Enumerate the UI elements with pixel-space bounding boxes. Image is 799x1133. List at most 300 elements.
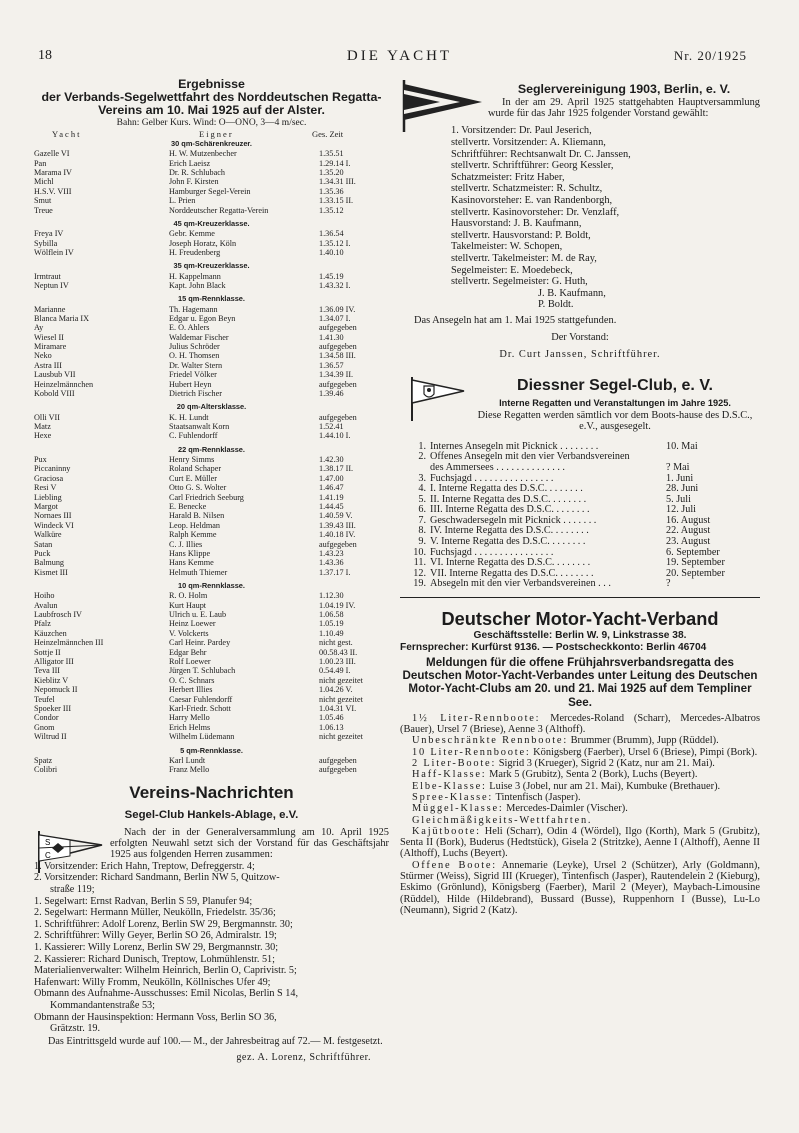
table-row [34, 351, 389, 360]
owner-name: Hamburger Segel-Verein [169, 186, 251, 196]
svg-text:S: S [45, 837, 51, 847]
board-member-line: stellvertr. Schriftführer: Georg Kessler, [451, 160, 614, 172]
class-heading: 20 qm-Altersklasse. [176, 402, 247, 412]
table-row [34, 676, 389, 685]
entry-paragraph [400, 826, 760, 860]
event-name: Fuchsjagd . . . . . . . . . . . . . . . . [430, 472, 554, 484]
owner-name: Erich Laeisz [169, 158, 211, 168]
yacht-name: Spoeker III [34, 703, 72, 713]
class-heading: 10 qm-Rennklasse. [178, 581, 245, 591]
table-row [34, 568, 389, 577]
race-time: 1.34.39 II. [319, 370, 354, 380]
event-date: 20. September [666, 567, 725, 579]
race-time: 1.52.41 [319, 422, 344, 431]
dmyv-headline: Meldungen für die offene Frühjahrsverbandsregatta des Deutschen Motor-Yacht-Verbandes unter Leitung des Deutschen Motor-Yacht-Clubs am 20. und 21. Mai 1925 auf dem Templiner See. [402, 656, 758, 709]
event-name: VII. Interne Regatta des D.S.C. . . . . . . . [430, 567, 594, 579]
table-row [34, 413, 389, 422]
owner-name: Carl Friedrich Seeburg [169, 492, 244, 502]
yacht-name: Avalun [34, 600, 58, 610]
table-row [34, 619, 389, 628]
race-time: 1.44.45 [319, 501, 344, 511]
entry-text: Luise 3 (Jobel, nur am 21. Mai), Kumbuke (Brethauer). [486, 780, 721, 792]
yacht-name: Teufel [34, 694, 55, 704]
owner-name: Roland Schaper [169, 464, 222, 474]
race-time: 1.44.10 I. [319, 431, 351, 441]
event-date: 19. September [666, 557, 725, 569]
yacht-name: Heinzelmännchen III [34, 638, 104, 648]
owner-name: Gebr. Kemme [169, 229, 215, 239]
event-number: 6. [418, 504, 426, 516]
owner-name: Franz Mello [169, 765, 210, 775]
yacht-name: Sybilla [34, 238, 58, 248]
results-title-line: Vereins am 10. Mai 1925 auf der Alster. [98, 103, 325, 117]
issue-number: Nr. 20/1925 [673, 48, 747, 63]
race-time: 1.06.13 [319, 722, 344, 732]
owner-name: R. O. Holm [169, 591, 208, 601]
race-time: 1.45.19 [319, 271, 344, 281]
burgee-icon [400, 80, 484, 132]
owner-name: H. Kappelmann [169, 271, 221, 281]
yacht-name: Treue [34, 205, 53, 215]
yacht-name: Ay [34, 323, 44, 333]
table-row [34, 206, 389, 215]
yacht-name: Graciosa [34, 473, 64, 483]
table-row [34, 521, 389, 530]
event-number: 8. [418, 525, 426, 537]
event-date: 10. Mai [666, 440, 698, 452]
board-member-line: Schatzmeister: Fritz Haber, [451, 171, 565, 183]
race-time: 1.35.12 [319, 205, 344, 215]
yacht-name: Gnom [34, 722, 55, 732]
col-header-yacht: Yacht [52, 129, 82, 139]
owner-name: E. Benecke [169, 501, 207, 511]
owner-name: Edgar Behr [169, 647, 207, 657]
board-member-line: 1. Vorsitzender: Dr. Paul Jeserich, [451, 125, 592, 137]
table-row [34, 464, 389, 473]
event-name: Absegeln mit den vier Verbandsvereinen . . . [430, 578, 611, 590]
race-time: 1.37.17 I. [319, 567, 351, 577]
owner-name: H. Freudenberg [169, 247, 221, 257]
race-time: aufgegeben [319, 755, 357, 765]
table-row [34, 732, 389, 741]
club-intro-block [34, 827, 389, 860]
board-member-line: 1. Segelwart: Ernst Radvan, Berlin S 59, Planufer 94; [34, 895, 253, 907]
owner-name: Rolf Loewer [169, 657, 211, 666]
race-time: nicht gest. [319, 638, 353, 648]
yacht-name: Wiltrud II [34, 732, 67, 742]
owner-name: Harry Mello [169, 713, 210, 723]
owner-name: Hubert Heyn [169, 379, 212, 389]
yacht-name: Condor [34, 713, 59, 723]
board-member-line: 2. Schriftführer: Willy Geyer, Berlin SO 26, Admiralstr. 19; [34, 930, 277, 942]
owner-name: E. O. Ahlers [169, 323, 210, 333]
entry-text: Annemarie (Leyke), Ursel 2 (Schützer), Arly (Goldmann), Stürmer (Weiss), Sigrid III (Krueger), Tintenfisch (Jasper), Rautendelein 2 (Kieburg), Eskimo (Grönlund), Königsberg (Faerber), Maril 2 (Meyer), Maybach-Limousine (Rüddel), Hilde (Hildebrand), Bussard (Busse), Ruppenhorn I (Busse), Lu-Lo (Neumann), Sigrid 2 (Katz). [400, 859, 760, 916]
owner-name: Ulrich u. E. Laub [169, 610, 227, 620]
table-row [34, 474, 389, 483]
event-number: 7. [418, 514, 426, 526]
dmyv-title: Deutscher Motor-Yacht-Verband [441, 609, 719, 630]
board-member-line: Hausvorstand: J. B. Kaufmann, [451, 218, 582, 230]
diessner-title: Diessner Segel-Club, e. V. [517, 376, 713, 394]
race-time: 1.12.30 [319, 591, 344, 601]
class-heading: 5 qm-Rennklasse. [180, 745, 243, 755]
table-row [34, 638, 389, 647]
table-row [34, 756, 389, 765]
results-title-line: Ergebnisse [178, 77, 245, 91]
event-schedule [400, 442, 760, 590]
owner-name: V. Volckerts [169, 628, 209, 638]
board-member-line: 2. Kassierer: Richard Dunisch, Treptow, Lohmühlenstr. 51; [34, 953, 275, 965]
event-number: 10. [413, 546, 426, 558]
class-heading: 22 qm-Rennklasse. [178, 444, 245, 454]
race-time: 1.36.57 [319, 360, 344, 370]
dmyv-entry-list [400, 713, 760, 916]
board-member-line: straße 119; [50, 883, 95, 895]
yacht-name: Nornaes III [34, 511, 72, 521]
table-row [34, 648, 389, 657]
entry-paragraph [400, 747, 760, 758]
diessner-intro: Diese Regatten werden sämtlich vor dem Boots-hause des D.S.C., e.V., ausgesegelt. [477, 409, 753, 433]
results-column-headers [34, 129, 389, 139]
race-time: 1.05.19 [319, 619, 344, 629]
board-member-line: J. B. Kaufmann, [538, 287, 606, 299]
class-heading: 30 qm-Schärenkreuzer. [171, 139, 252, 148]
yacht-name: Sottje II [34, 647, 61, 657]
race-time: 1.40.59 V. [319, 511, 353, 521]
race-time: 1.34.31 III. [319, 177, 356, 187]
boat-class-label: Offene Boote: [412, 859, 497, 871]
owner-name: Ralph Kemme [169, 530, 217, 540]
entry-paragraph [400, 758, 760, 769]
fee-note: Das Eintrittsgeld wurde auf 100.— M., der Jahresbeitrag auf 72.— M. festgesetzt. [48, 1035, 383, 1047]
board-member-line: Grätzstr. 19. [50, 1023, 101, 1035]
race-time: 1.35.20 [319, 167, 344, 177]
event-name: V. Interne Regatta des D.S.C. . . . . . . . [430, 536, 586, 548]
event-date: ? [666, 578, 671, 590]
owner-name: Kapt. John Black [169, 280, 226, 290]
entry-text: Mercedes-Roland (Scharr), Mercedes-Albatros (Bauer), Ursel 7 (Briese), Aenne 3 (Althoff). [400, 712, 760, 736]
yacht-name: Wölflein IV [34, 247, 74, 257]
owner-name: Herbert Illies [169, 685, 213, 695]
right-column [400, 78, 760, 916]
board-member-list [34, 861, 389, 1035]
yacht-name: Walküre [34, 530, 62, 540]
race-time: 1.29.14 I. [319, 158, 351, 168]
event-date: 23. August [666, 536, 711, 548]
table-row [34, 455, 389, 464]
vereins-nachrichten-title: Vereins-Nachrichten [129, 782, 294, 802]
entry-text: Königsberg (Faerber), Ursel 6 (Briese), Pimpi (Bork). [530, 746, 758, 758]
seglerverein-title: Seglervereinigung 1903, Berlin, e. V. [517, 82, 731, 96]
board-member-line: 1. Kassierer: Willy Lorenz, Berlin SW 29, Bergmannstr. 30; [34, 941, 279, 953]
race-time: 00.58.43 II. [319, 647, 358, 657]
yacht-name: Marianne [34, 304, 66, 314]
yacht-name: Margot [34, 501, 58, 511]
yacht-name: Matz [34, 422, 51, 431]
page-number: 18 [38, 48, 52, 63]
yacht-name: Michl [34, 177, 54, 187]
table-row [34, 389, 389, 398]
race-time: 1.43.36 [319, 558, 344, 568]
table-row [34, 502, 389, 511]
owner-name: Henry Simms [169, 454, 215, 464]
table-row [34, 549, 389, 558]
race-time: 1.06.58 [319, 610, 344, 620]
owner-name: Edgar u. Egon Beyn [169, 313, 236, 323]
yacht-name: Laubfrosch IV [34, 610, 82, 620]
event-name: Geschwadersegeln mit Picknick . . . . . . . [430, 514, 597, 526]
table-row [34, 305, 389, 314]
owner-name: Carl Heinr. Pardey [169, 638, 231, 648]
event-name: Offenes Ansegeln mit den vier Verbandsvereinen [430, 451, 630, 463]
table-row [34, 370, 389, 379]
owner-name: O. H. Thomsen [169, 351, 220, 361]
yacht-name: Marama IV [34, 167, 72, 177]
table-row [34, 666, 389, 675]
list-item [400, 463, 760, 474]
dmyv-office: Geschäftsstelle: Berlin W. 9, Linkstrasse 38. [473, 630, 687, 642]
race-time: 1.36.54 [319, 229, 344, 239]
board-member-line: 2. Segelwart: Hermann Müller, Neukölln, Friedelstr. 35/36; [34, 907, 276, 919]
left-column [34, 78, 389, 1063]
board-member-line: Schriftführer: Rechtsanwalt Dr. C. Janssen, [451, 148, 631, 160]
table-row [34, 177, 389, 186]
board-member-line: Segelmeister: E. Moedebeck, [451, 264, 573, 276]
yacht-name: H.S.V. VIII [34, 186, 72, 196]
board-member-line: Obmann des Aufnahme-Ausschusses: Emil Nicolas, Berlin S 14, [34, 988, 298, 1000]
yacht-name: Olli VII [34, 412, 61, 422]
ansegeln-note: Das Ansegeln hat am 1. Mai 1925 stattgefunden. [414, 314, 617, 326]
board-member-line: stellvertr. Takelmeister: M. de Ray, [451, 252, 597, 264]
race-time: 1.39.43 III. [319, 520, 356, 530]
owner-name: Curt E. Müller [169, 473, 217, 483]
owner-name: Harald B. Nilsen [169, 511, 225, 521]
yacht-name: Nepomuck II [34, 685, 78, 695]
table-row [34, 657, 389, 666]
yacht-name: Miramare [34, 342, 67, 352]
board-member-line: Materialienverwalter: Wilhelm Heinrich, Berlin O, Caprivistr. 5; [34, 965, 297, 977]
race-time: 1.04.19 IV. [319, 600, 356, 610]
entry-text: Heli (Scharr), Odin 4 (Wördel), Ilgo (Korth), Mark 5 (Grubitz), Senta II (Bork), Buderus (Hedtstück), Gisela 2 (Stritzke), Aenne I (Althoff), Aenne II (Althoff), Luchs (Beyert). [400, 825, 760, 860]
table-row [34, 239, 389, 248]
owner-name: Th. Hagemann [169, 304, 218, 314]
owner-name: Wilhelm Lüdemann [169, 732, 235, 742]
event-name: II. Interne Regatta des D.S.C. . . . . . . . [430, 493, 587, 505]
race-time: 1.04.26 V. [319, 685, 353, 695]
event-date: ? Mai [666, 461, 690, 473]
race-time: 1.40.10 [319, 247, 344, 257]
owner-name: L. Prien [169, 196, 196, 206]
race-time: 1.35.12 I. [319, 238, 351, 248]
owner-name: Hans Kemme [169, 558, 214, 568]
race-time: 1.47.00 [319, 473, 344, 483]
seglerverein-section [400, 82, 760, 361]
board-member-line: stellvertr. Segelmeister: G. Huth, [451, 276, 588, 288]
race-time: 1.00.23 III. [319, 657, 356, 666]
table-row [34, 229, 389, 238]
page-header [0, 48, 799, 68]
owner-name: John F. Kirsten [169, 177, 219, 187]
svg-text:C: C [45, 850, 51, 860]
race-time: 1.39.46 [319, 389, 344, 399]
board-member-line: 1. Schriftführer: Adolf Lorenz, Berlin SW 29, Bergmannstr. 30; [34, 918, 293, 930]
event-name: I. Interne Regatta des D.S.C. . . . . . . . [430, 483, 583, 495]
table-row [34, 168, 389, 177]
yacht-name: Heinzelmännchen [34, 379, 94, 389]
entry-paragraph [400, 815, 760, 826]
yacht-name: Kieblitz V [34, 675, 69, 685]
race-time: nicht gezeitet [319, 732, 363, 742]
owner-name: Heinz Loewer [169, 619, 216, 629]
event-number: 19. [413, 578, 426, 590]
table-row [34, 196, 389, 205]
board-member-line: stellvertr. Schatzmeister: R. Schultz, [451, 183, 603, 195]
col-header-time: Ges. Zeit [312, 129, 344, 139]
owner-name: Karl-Friedr. Schott [169, 703, 231, 713]
race-time: aufgegeben [319, 342, 357, 352]
table-row [34, 323, 389, 332]
table-row [34, 511, 389, 520]
event-number: 1. [418, 440, 426, 452]
owner-name: Julius Schröder [169, 342, 220, 352]
results-table [34, 139, 389, 775]
event-name: III. Interne Regatta des D.S.C. . . . . . . . [430, 504, 590, 516]
boat-class-label: Elbe-Klasse: [412, 780, 487, 792]
race-time: 1.34.07 I. [319, 313, 351, 323]
yacht-name: Neko [34, 351, 52, 361]
race-time: 1.40.18 IV. [319, 530, 356, 540]
journal-title: DIE YACHT [346, 48, 453, 64]
table-row [34, 422, 389, 431]
event-date: 22. August [666, 525, 711, 537]
table-row [34, 540, 389, 549]
race-time: 1.41.30 [319, 332, 344, 342]
race-time: 1.33.15 II. [319, 196, 354, 206]
table-row [34, 601, 389, 610]
race-time: 1.46.47 [319, 483, 344, 493]
yacht-name: Irmtraut [34, 271, 61, 281]
yacht-name: Puck [34, 548, 51, 558]
results-title-line: der Verbands-Segelwettfahrt des Norddeutschen Regatta- [41, 90, 382, 104]
entry-text: Mark 5 (Grubitz), Senta 2 (Bork), Luchs (Beyert). [486, 769, 698, 781]
board-member-line: 1. Vorsitzender: Erich Hahn, Treptow, Defreggerstr. 4; [34, 860, 255, 872]
col-header-owner: Eigner [199, 129, 234, 139]
seglerverein-intro: In der am 29. April 1925 stattgehabten Hauptversammlung wurde für das Jahr 1925 folgender Vorstand gewählt: [488, 97, 760, 120]
table-row [34, 493, 389, 502]
race-time: 1.35.51 [319, 149, 344, 159]
event-name: IV. Interne Regatta des D.S.C. . . . . . . . [430, 525, 589, 537]
event-number: 2. [418, 451, 426, 463]
table-row [34, 314, 389, 323]
owner-name: O. C. Schnars [169, 675, 215, 685]
yacht-name: Teva III [34, 666, 61, 676]
yacht-name: Kismet III [34, 567, 68, 577]
race-time: aufgegeben [319, 412, 357, 422]
yacht-name: Windeck VI [34, 520, 74, 530]
yacht-name: Resi V [34, 483, 57, 493]
entry-paragraph [400, 803, 760, 814]
list-item [400, 579, 760, 590]
event-number: 3. [418, 472, 426, 484]
yacht-name: Satan [34, 539, 53, 549]
event-name: Fuchsjagd . . . . . . . . . . . . . . . . [430, 546, 554, 558]
yacht-name: Spatz [34, 755, 53, 765]
owner-name: Hans Klippe [169, 548, 211, 558]
boat-class-label: 1½ Liter-Rennboote: [412, 712, 541, 724]
yacht-name: Freya IV [34, 229, 64, 239]
race-time: aufgegeben [319, 323, 357, 333]
race-time: 1.43.23 [319, 548, 344, 558]
yacht-name: Wiesel II [34, 332, 64, 342]
table-row [34, 723, 389, 732]
owner-name: Staatsanwalt Korn [169, 422, 230, 431]
race-time: 1.41.19 [319, 492, 344, 502]
board-member-line: P. Boldt. [538, 299, 574, 311]
owner-name: Leop. Heldman [169, 520, 220, 530]
owner-name: Kurt Haupt [169, 600, 207, 610]
race-time: aufgegeben [319, 765, 357, 775]
table-row [34, 248, 389, 257]
owner-name: Joseph Horatz, Köln [169, 238, 237, 248]
board-member-line: stellvertr. Hausvorstand: P. Boldt, [451, 229, 591, 241]
entry-text: Brummer (Brumm), Jupp (Rüddel). [568, 735, 719, 747]
event-number: 9. [418, 536, 426, 548]
event-date: 6. September [666, 546, 720, 558]
owner-name: Norddeutscher Regatta-Verein [169, 205, 269, 215]
yacht-name: Smut [34, 196, 52, 206]
owner-name: C. J. Illies [169, 539, 203, 549]
yacht-name: Blanca Maria IX [34, 313, 90, 323]
section-divider [400, 597, 760, 598]
owner-name: H. W. Mutzenbecher [169, 149, 237, 159]
yacht-name: Hoiho [34, 591, 55, 601]
entry-text: Mercedes-Daimler (Vischer). [503, 803, 628, 815]
table-row [34, 530, 389, 539]
event-number: 4. [418, 483, 426, 495]
yacht-name: Gazelle VI [34, 149, 70, 159]
entry-paragraph [400, 792, 760, 803]
entry-paragraph [400, 781, 760, 792]
board-member-line: 2. Vorsitzender: Richard Sandmann, Berlin NW 5, Quitzow- [34, 872, 280, 884]
results-title [34, 78, 389, 117]
race-time: aufgegeben [319, 539, 357, 549]
dmyv-phone: Fernsprecher: Kurfürst 9136. — Postscheckkonto: Berlin 46704 [400, 642, 707, 654]
event-date: 28. Juni [666, 483, 699, 495]
club-burgee-icon [36, 831, 104, 873]
boat-class-label: Haff-Klasse: [412, 769, 487, 781]
seglerverein-board-list [400, 125, 760, 311]
yacht-name: Käuzchen [34, 628, 67, 638]
yacht-name: Kobold VIII [34, 389, 75, 399]
table-row [34, 187, 389, 196]
class-heading: 35 qm-Kreuzerklasse. [173, 261, 250, 271]
boat-class-label: Spree-Klasse: [412, 791, 494, 803]
event-number: 5. [418, 493, 426, 505]
race-time: 1.42.30 [319, 454, 344, 464]
table-row [34, 629, 389, 638]
board-member-line: Takelmeister: W. Schopen, [451, 241, 563, 253]
owner-name: Jürgen T. Schlubach [169, 666, 236, 676]
entry-paragraph [400, 860, 760, 916]
yacht-name: Hexe [34, 431, 52, 441]
owner-name: Caesar Fuhlendorff [169, 694, 233, 704]
owner-name: C. Fuhlendorff [169, 431, 218, 441]
yacht-name: Pan [34, 158, 47, 168]
table-row [34, 765, 389, 774]
table-row [34, 431, 389, 440]
table-row [34, 483, 389, 492]
table-row [34, 272, 389, 281]
